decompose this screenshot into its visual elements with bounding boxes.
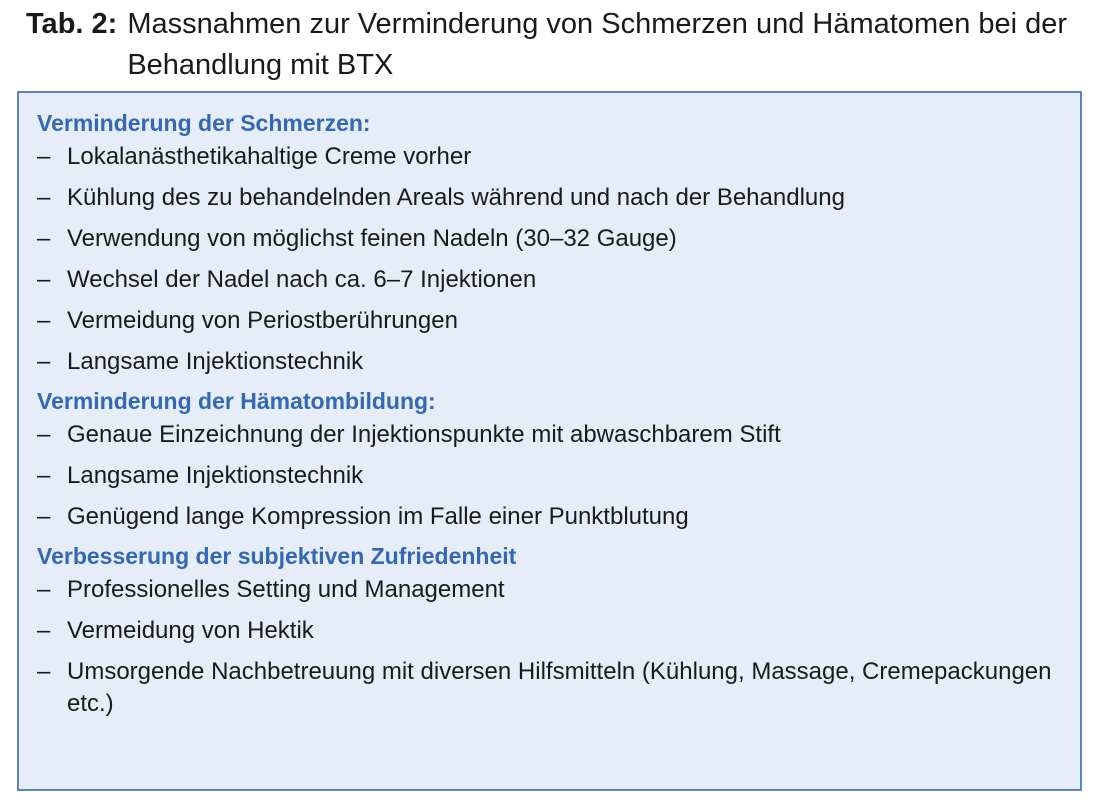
bullet-dash: –: [37, 307, 51, 334]
list-item-text: Professionelles Setting und Management: [67, 576, 505, 603]
section-hematoma-reduction: [37, 387, 1066, 533]
section-pain-reduction: [37, 109, 1066, 378]
measures-table: [17, 91, 1082, 791]
list-item: [37, 574, 1066, 606]
list-item-text: Umsorgende Nachbetreuung mit diversen Hilfsmitteln (Kühlung, Massage, Cremepackungen etc.): [67, 658, 1052, 717]
list-item-text: Langsame Injektionstechnik: [67, 462, 364, 489]
list-item-text: Wechsel der Nadel nach ca. 6–7 Injektionen: [67, 266, 537, 293]
table-caption-label: Tab. 2:: [26, 8, 118, 40]
list-item-text: Lokalanästhetikahaltige Creme vorher: [67, 143, 472, 170]
bullet-dash: –: [37, 184, 51, 211]
bullet-dash: –: [37, 503, 51, 530]
section-heading: Verminderung der Schmerzen:: [37, 110, 371, 136]
bullet-dash: –: [37, 143, 51, 170]
bullet-dash: –: [37, 421, 51, 448]
bullet-dash: –: [37, 225, 51, 252]
list-item: [37, 419, 1066, 451]
list-item: [37, 141, 1066, 173]
section-heading: Verminderung der Hämatombildung:: [37, 388, 436, 414]
list-item-text: Genaue Einzeichnung der Injektionspunkte mit abwaschbarem Stift: [67, 421, 781, 448]
list-item-text: Langsame Injektionstechnik: [67, 348, 364, 375]
list-item: [37, 305, 1066, 337]
section-heading: Verbesserung der subjektiven Zufriedenheit: [37, 543, 517, 569]
list-item: [37, 501, 1066, 533]
table-caption: [26, 4, 1086, 86]
bullet-dash: –: [37, 462, 51, 489]
section-satisfaction: [37, 542, 1066, 720]
bullet-dash: –: [37, 658, 51, 685]
list-item-text: Verwendung von möglichst feinen Nadeln (30–32 Gauge): [67, 225, 677, 252]
list-item: [37, 264, 1066, 296]
table-caption-text: Massnahmen zur Verminderung von Schmerzen und Hämatomen bei der Behandlung mit BTX: [127, 8, 1068, 81]
bullet-dash: –: [37, 266, 51, 293]
bullet-dash: –: [37, 617, 51, 644]
list-item-text: Vermeidung von Periostberührungen: [67, 307, 458, 334]
list-item: [37, 223, 1066, 255]
list-item-text: Vermeidung von Hektik: [67, 617, 314, 644]
list-item: [37, 460, 1066, 492]
list-item: [37, 615, 1066, 647]
list-item: [37, 346, 1066, 378]
list-item: [37, 182, 1066, 214]
list-item: [37, 656, 1066, 720]
list-item-text: Genügend lange Kompression im Falle einer Punktblutung: [67, 503, 689, 530]
bullet-dash: –: [37, 348, 51, 375]
list-item-text: Kühlung des zu behandelnden Areals während und nach der Behandlung: [67, 184, 845, 211]
bullet-dash: –: [37, 576, 51, 603]
